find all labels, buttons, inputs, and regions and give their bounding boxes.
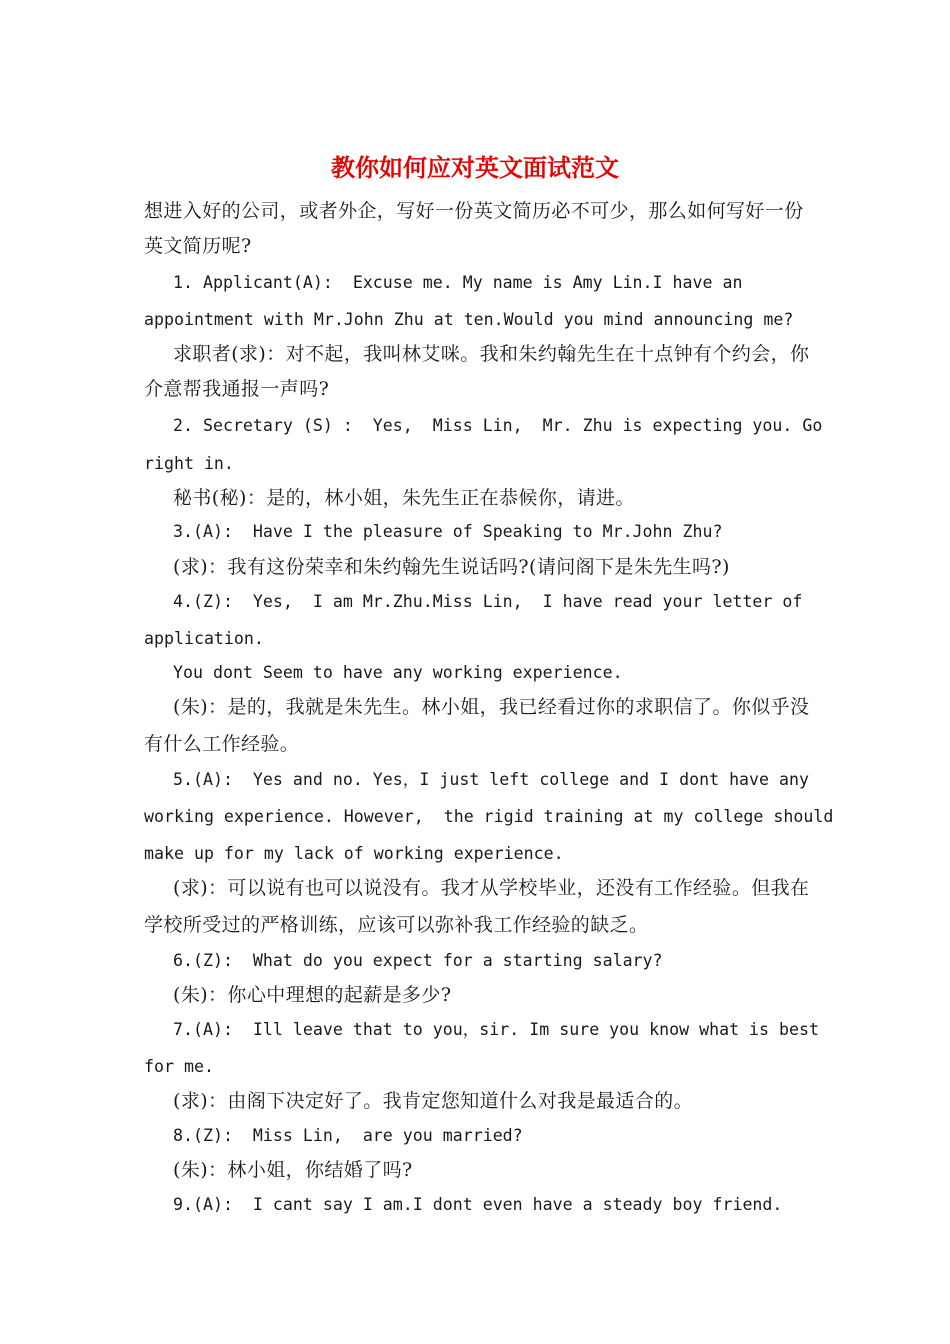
translation-line: 秘书(秘)：是的，林小姐，朱先生正在恭候你，请进。: [173, 487, 635, 509]
intro-line-2: 英文简历呢?: [144, 235, 252, 257]
dialogue-line: appointment with Mr.John Zhu at ten.Would you mind announcing me?: [144, 310, 794, 329]
translation-line: (朱)：你心中理想的起薪是多少?: [173, 984, 452, 1006]
dialogue-line: 6.(Z): What do you expect for a starting salary?: [173, 951, 663, 970]
translation-line: (求)：我有这份荣幸和朱约翰先生说话吗?(请问阁下是朱先生吗?): [173, 556, 730, 578]
dialogue-line: working experience. However, the rigid training at my college should: [144, 807, 834, 826]
translation-line: (朱)：是的，我就是朱先生。林小姐，我已经看过你的求职信了。你似乎没: [173, 696, 810, 718]
translation-line: 介意帮我通报一声吗?: [144, 378, 330, 400]
translation-line: (朱)：林小姐，你结婚了吗?: [173, 1159, 413, 1181]
translation-line: 求职者(求)：对不起，我叫林艾咪。我和朱约翰先生在十点钟有个约会，你: [173, 343, 810, 365]
document-title: 教你如何应对英文面试范文: [331, 153, 619, 182]
dialogue-line: 3.(A): Have I the pleasure of Speaking to Mr.John Zhu?: [173, 522, 723, 541]
dialogue-line: 7.(A): Ill leave that to you，sir. Im sure you know what is best: [173, 1020, 819, 1039]
translation-line: (求)：由阁下决定好了。我肯定您知道什么对我是最适合的。: [173, 1090, 694, 1112]
dialogue-line: 2. Secretary (S) : Yes, Miss Lin, Mr. Zhu is expecting you. Go: [173, 416, 823, 435]
dialogue-line: 8.(Z): Miss Lin, are you married?: [173, 1126, 523, 1145]
dialogue-line: 4.(Z): Yes, I am Mr.Zhu.Miss Lin, I have read your letter of: [173, 592, 803, 611]
translation-line: 学校所受过的严格训练，应该可以弥补我工作经验的缺乏。: [144, 914, 649, 936]
dialogue-line: You dont Seem to have any working experience.: [173, 663, 623, 682]
intro-line-1: 想进入好的公司，或者外企，写好一份英文简历必不可少，那么如何写好一份: [144, 200, 804, 222]
translation-line: 有什么工作经验。: [144, 733, 300, 755]
dialogue-line: 1. Applicant(A): Excuse me. My name is Amy Lin.I have an: [173, 273, 743, 292]
dialogue-line: 5.(A): Yes and no. Yes，I just left college and I dont have any: [173, 770, 809, 789]
dialogue-line: 9.(A): I cant say I am.I dont even have a steady boy friend.: [173, 1195, 783, 1214]
translation-line: (求)：可以说有也可以说没有。我才从学校毕业，还没有工作经验。但我在: [173, 877, 810, 899]
dialogue-line: right in.: [144, 454, 234, 473]
dialogue-line: make up for my lack of working experience.: [144, 844, 564, 863]
dialogue-line: for me.: [144, 1057, 214, 1076]
dialogue-line: application.: [144, 629, 264, 648]
